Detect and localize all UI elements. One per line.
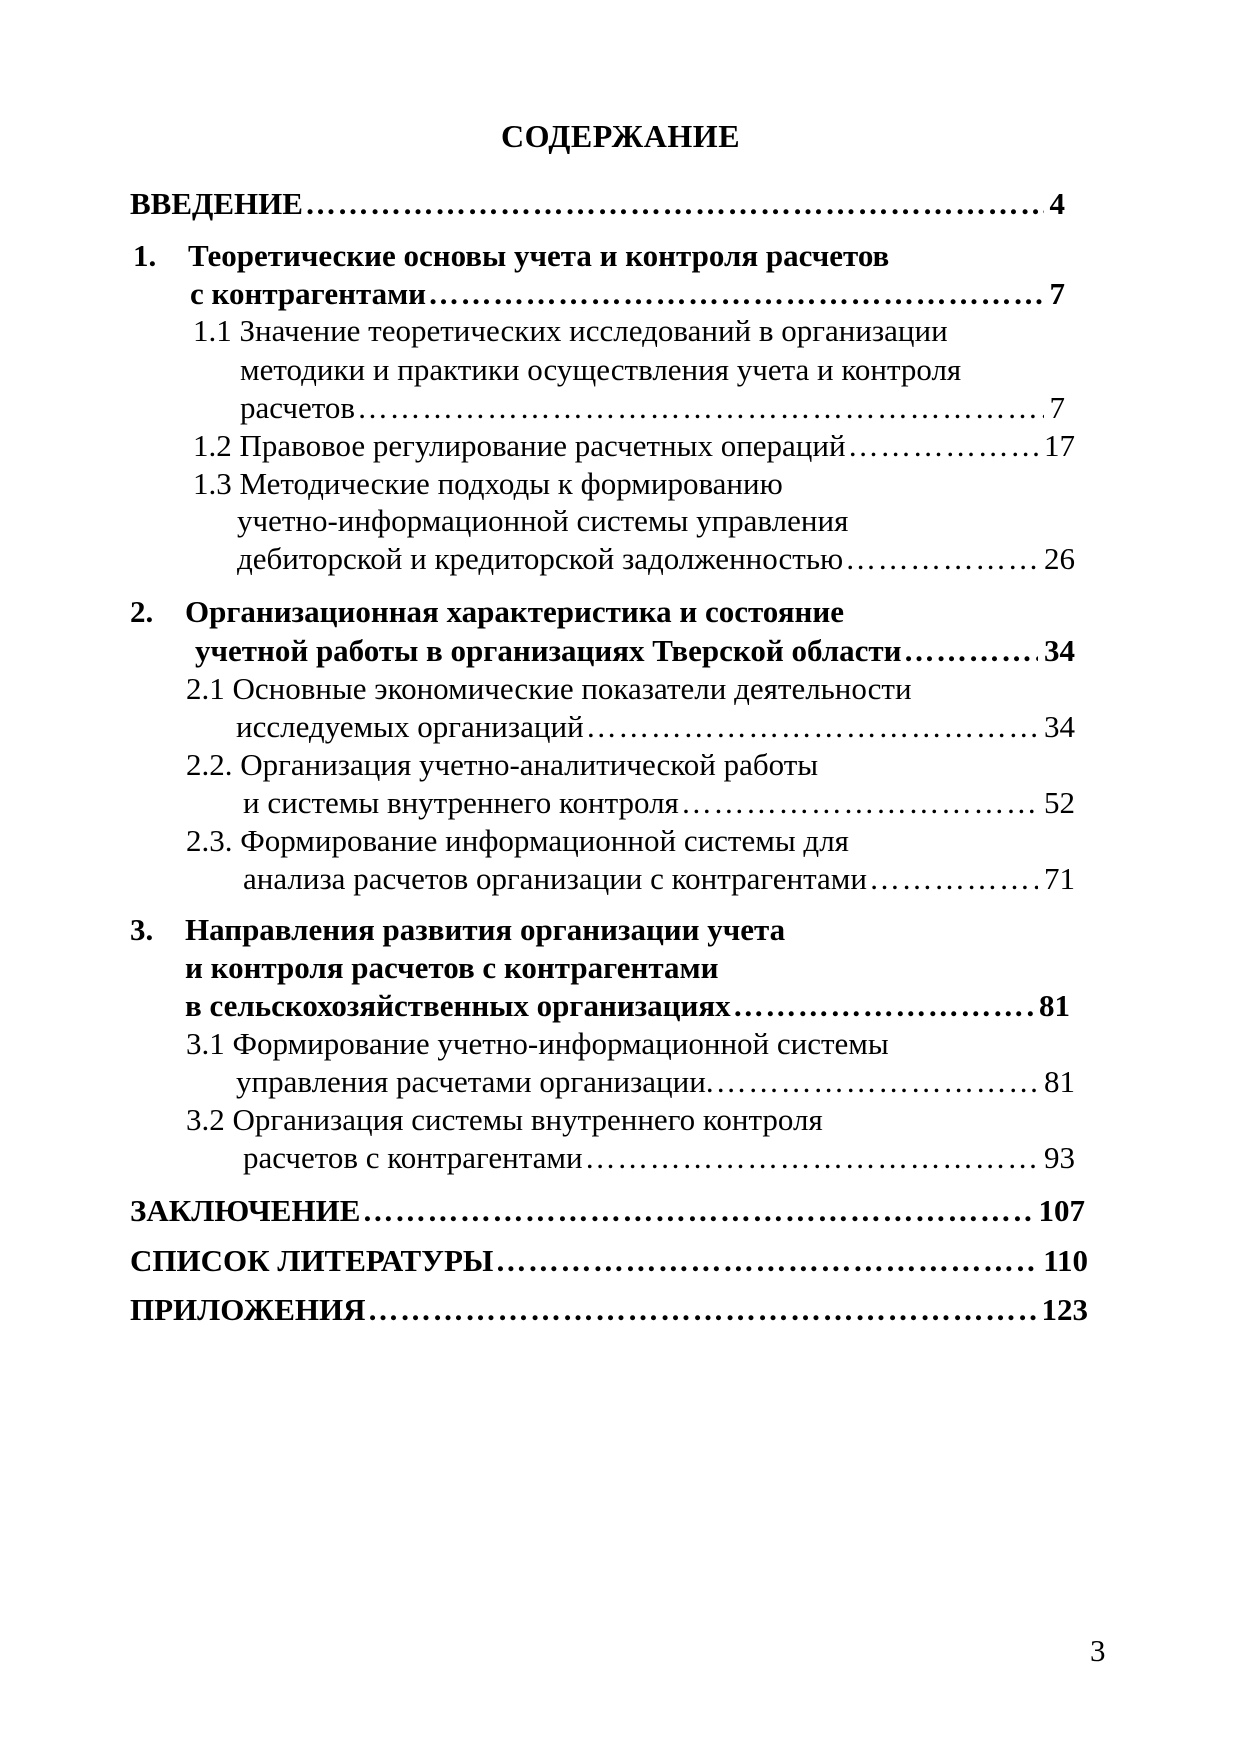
toc-entry-intro[interactable]: [130, 186, 1065, 222]
toc-page-number: 93: [1044, 1140, 1075, 1175]
toc-page-number: 17: [1044, 428, 1075, 463]
toc-section-1-3-end[interactable]: [237, 541, 1075, 577]
toc-section-3-1-end[interactable]: [236, 1064, 1075, 1100]
toc-page-number: 107: [1038, 1193, 1085, 1228]
toc-chapter-2-title-end[interactable]: [195, 633, 1075, 669]
toc-entry-text: СПИСОК ЛИТЕРАТУРЫ: [130, 1243, 494, 1278]
leader-dots: [903, 633, 1038, 669]
toc-section-2-1-end[interactable]: [236, 709, 1075, 745]
section-title-line: исследуемых организаций: [236, 709, 584, 744]
toc-entry-references[interactable]: [130, 1243, 1088, 1279]
leader-dots: [368, 1292, 1036, 1328]
toc-page-number: 71: [1044, 861, 1075, 896]
toc-page-number: 110: [1043, 1243, 1088, 1278]
toc-section-2-3[interactable]: [186, 823, 849, 859]
toc-page-number: 34: [1044, 633, 1075, 668]
section-title-line: управления расчетами организации.: [236, 1064, 714, 1099]
leader-dots: [585, 1140, 1038, 1176]
toc-page-number: 7: [1049, 390, 1065, 425]
section-title-line: расчетов с контрагентами: [243, 1140, 583, 1175]
toc-entry-text: ВВЕДЕНИЕ: [130, 186, 303, 221]
toc-entry-text: ПРИЛОЖЕНИЯ: [130, 1292, 366, 1327]
toc-entry-conclusion[interactable]: [130, 1193, 1085, 1229]
section-title-line: 1.1 Значение теоретических исследований в организации: [193, 313, 948, 348]
section-title-line: анализа расчетов организации с контрагентами: [243, 861, 867, 896]
toc-page-number: 123: [1041, 1292, 1088, 1327]
chapter-title-line: Организационная характеристика и состояние: [185, 594, 844, 629]
section-title-line: 2.3. Формирование информационной системы для: [186, 823, 849, 858]
toc-section-2-2-end[interactable]: [243, 785, 1075, 821]
leader-dots: [428, 276, 1043, 312]
toc-chapter-3-title-cont: [185, 950, 718, 986]
leader-dots: [869, 861, 1038, 897]
toc-section-1-3-cont: [237, 503, 848, 539]
chapter-title-line: и контроля расчетов с контрагентами: [185, 950, 719, 985]
section-title-line: расчетов: [240, 390, 356, 425]
toc-section-2-2[interactable]: [186, 747, 818, 783]
section-title-line: учетно-информационной системы управления: [237, 503, 849, 538]
chapter-number: 3.: [130, 912, 154, 947]
toc-section-3-1[interactable]: [186, 1026, 889, 1062]
leader-dots: [848, 428, 1038, 464]
section-title-line: 3.2 Организация системы внутреннего контроля: [186, 1102, 823, 1137]
toc-page-number: 7: [1049, 276, 1065, 311]
toc-page-number: 81: [1039, 988, 1070, 1023]
toc-section-2-3-end[interactable]: [243, 861, 1075, 897]
toc-chapter-1-heading[interactable]: [133, 238, 889, 274]
leader-dots: [495, 1243, 1037, 1279]
leader-dots: [681, 785, 1038, 821]
toc-page-number: 81: [1044, 1064, 1075, 1099]
chapter-title-line: учетной работы в организациях Тверской области: [195, 633, 902, 668]
toc-section-1-1[interactable]: [193, 313, 948, 349]
section-title-line: и системы внутреннего контроля: [243, 785, 679, 820]
section-title-line: 2.1 Основные экономические показатели деятельности: [186, 671, 912, 706]
toc-section-3-2[interactable]: [186, 1102, 823, 1138]
leader-dots: [305, 186, 1044, 222]
chapter-title-line: Направления развития организации учета: [185, 912, 786, 947]
chapter-title-line: с контрагентами: [190, 276, 427, 311]
chapter-title-line: Теоретические основы учета и контроля расчетов: [188, 238, 890, 273]
section-title-line: 1.2 Правовое регулирование расчетных операций: [193, 428, 846, 463]
section-title-line: 3.1 Формирование учетно-информационной системы: [186, 1026, 889, 1061]
toc-section-2-1[interactable]: [186, 671, 912, 707]
toc-page-number: 34: [1044, 709, 1075, 744]
toc-page-number: 26: [1044, 541, 1075, 576]
section-title-line: методики и практики осуществления учета и контроля: [240, 352, 962, 387]
toc-section-3-2-end[interactable]: [243, 1140, 1075, 1176]
page-number: 3: [1090, 1633, 1106, 1668]
leader-dots: [362, 1193, 1032, 1229]
toc-page-number: 4: [1049, 186, 1065, 221]
toc-entry-text: ЗАКЛЮЧЕНИЕ: [130, 1193, 361, 1228]
toc-entry-appendices[interactable]: [130, 1292, 1088, 1328]
toc-page-number: 52: [1044, 785, 1075, 820]
leader-dots: [357, 390, 1043, 426]
leader-dots: [845, 541, 1038, 577]
section-title-line: 2.2. Организация учетно-аналитической работы: [186, 747, 819, 782]
toc-chapter-3-heading[interactable]: [130, 912, 785, 948]
toc-chapter-1-title-end[interactable]: [190, 276, 1065, 312]
leader-dots: [716, 1064, 1038, 1100]
toc-chapter-3-title-end[interactable]: [185, 988, 1070, 1024]
toc-section-1-3[interactable]: [193, 466, 783, 502]
leader-dots: [586, 709, 1038, 745]
toc-section-1-2[interactable]: [193, 428, 1075, 464]
leader-dots: [733, 988, 1033, 1024]
toc-chapter-2-heading[interactable]: [130, 594, 844, 630]
chapter-number: 2.: [130, 594, 154, 629]
chapter-number: 1.: [133, 238, 157, 273]
section-title-line: дебиторской и кредиторской задолженностью: [237, 541, 844, 576]
chapter-title-line: в сельскохозяйственных организациях: [185, 988, 731, 1023]
toc-section-1-1-end[interactable]: [240, 390, 1065, 426]
toc-title: СОДЕРЖАНИЕ: [500, 118, 741, 154]
section-title-line: 1.3 Методические подходы к формированию: [193, 466, 783, 501]
toc-section-1-1-cont: [240, 352, 961, 388]
